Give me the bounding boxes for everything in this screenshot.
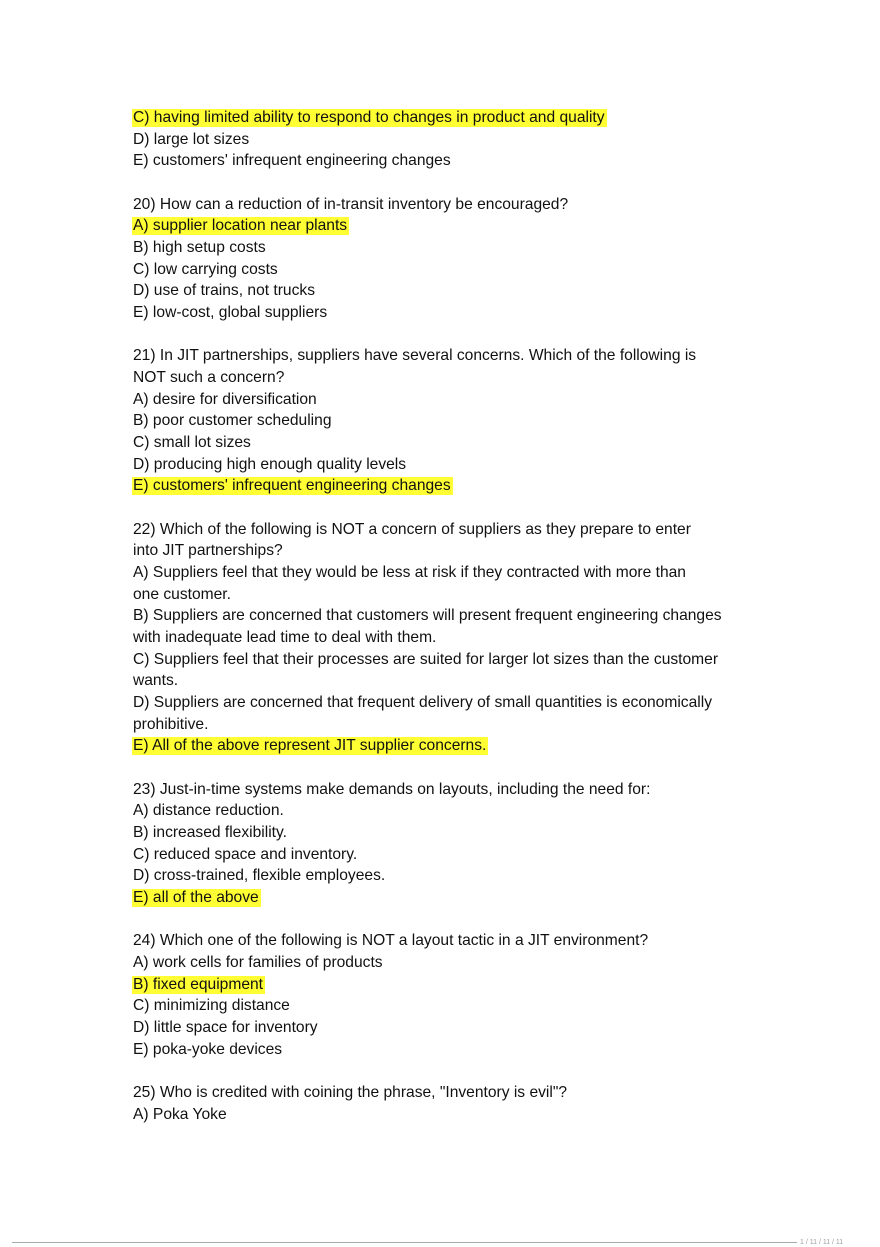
line-text: 21) In JIT partnerships, suppliers have several concerns. Which of the following is xyxy=(133,347,697,365)
highlighted-answer-line xyxy=(133,735,773,757)
text-line xyxy=(133,1104,773,1126)
text-line xyxy=(133,519,773,541)
paragraph-gap xyxy=(133,324,773,346)
line-text: D) Suppliers are concerned that frequent delivery of small quantities is economically xyxy=(133,694,712,711)
text-line xyxy=(133,1082,773,1104)
line-text: with inadequate lead time to deal with them. xyxy=(133,628,437,646)
line-text: A) Poka Yoke xyxy=(133,1105,227,1123)
text-line xyxy=(133,865,773,887)
footer-rule xyxy=(12,1242,797,1243)
line-text: A) work cells for families of products xyxy=(133,953,383,971)
text-line xyxy=(133,540,773,562)
highlighted-answer-line xyxy=(133,107,773,129)
line-text: 25) Who is credited with coining the phrase, "Inventory is evil"? xyxy=(133,1083,568,1101)
line-text: B) high setup costs xyxy=(133,238,266,256)
highlighted-text: B) fixed equipment xyxy=(133,975,264,993)
text-line xyxy=(133,930,773,952)
line-text: A) Suppliers feel that they would be less at risk if they contracted with more than xyxy=(133,563,686,581)
line-text: A) distance reduction. xyxy=(133,802,284,820)
paragraph-gap xyxy=(133,497,773,519)
text-line xyxy=(133,800,773,822)
text-line xyxy=(133,259,773,281)
highlighted-answer-line xyxy=(133,215,773,237)
text-line xyxy=(133,995,773,1017)
text-line xyxy=(133,129,773,151)
highlighted-answer-line xyxy=(133,974,773,996)
text-line xyxy=(133,844,773,866)
paragraph-gap xyxy=(133,757,773,779)
highlighted-text: A) supplier location near plants xyxy=(133,217,348,235)
highlighted-text: C) having limited ability to respond to changes in product and quality xyxy=(133,109,605,126)
text-line xyxy=(133,410,773,432)
paragraph-gap xyxy=(133,172,773,194)
text-line xyxy=(133,692,773,714)
text-line xyxy=(133,367,773,389)
text-line xyxy=(133,670,773,692)
line-text: B) increased flexibility. xyxy=(133,823,287,841)
text-line xyxy=(133,952,773,974)
line-text: B) poor customer scheduling xyxy=(133,412,332,430)
text-line xyxy=(133,649,773,671)
line-text: B) Suppliers are concerned that customers will present frequent engineering changes xyxy=(133,607,722,625)
line-text: 24) Which one of the following is NOT a layout tactic in a JIT environment? xyxy=(133,932,649,950)
line-text: C) low carrying costs xyxy=(133,260,278,278)
text-line xyxy=(133,389,773,411)
line-text: D) cross-trained, flexible employees. xyxy=(133,867,386,885)
highlighted-text: E) All of the above represent JIT supplier concerns. xyxy=(133,737,487,755)
line-text: 20) How can a reduction of in-transit inventory be encouraged? xyxy=(133,195,569,213)
line-text: 22) Which of the following is NOT a concern of suppliers as they prepare to enter xyxy=(133,520,691,538)
line-text: C) small lot sizes xyxy=(133,433,251,451)
line-text: NOT such a concern? xyxy=(133,368,285,386)
document-body xyxy=(133,107,773,1125)
line-text: 23) Just-in-time systems make demands on layouts, including the need for: xyxy=(133,780,651,798)
highlighted-text: E) all of the above xyxy=(133,889,259,906)
line-text: D) little space for inventory xyxy=(133,1018,318,1036)
text-line xyxy=(133,280,773,302)
text-line xyxy=(133,1017,773,1039)
line-text: into JIT partnerships? xyxy=(133,542,283,560)
text-line xyxy=(133,1039,773,1061)
line-text: E) poka-yoke devices xyxy=(133,1040,283,1058)
text-line xyxy=(133,584,773,606)
text-line xyxy=(133,302,773,324)
line-text: D) producing high enough quality levels xyxy=(133,455,407,473)
line-text: C) Suppliers feel that their processes are suited for larger lot sizes than the customer xyxy=(133,650,719,668)
text-line xyxy=(133,237,773,259)
paragraph-gap xyxy=(133,1060,773,1082)
text-line xyxy=(133,562,773,584)
text-line xyxy=(133,194,773,216)
highlighted-text: E) customers' infrequent engineering changes xyxy=(133,477,451,495)
line-text: A) desire for diversification xyxy=(133,390,317,408)
line-text: C) reduced space and inventory. xyxy=(133,845,358,863)
line-text: wants. xyxy=(133,672,179,690)
text-line xyxy=(133,779,773,801)
text-line xyxy=(133,454,773,476)
line-text: E) customers' infrequent engineering changes xyxy=(133,152,451,170)
text-line xyxy=(133,627,773,649)
text-line xyxy=(133,432,773,454)
line-text: D) use of trains, not trucks xyxy=(133,282,315,300)
line-text: D) large lot sizes xyxy=(133,130,250,148)
text-line xyxy=(133,150,773,172)
page-number: 1 / 11 / 11 / 11 xyxy=(800,1239,844,1246)
text-line xyxy=(133,605,773,627)
paragraph-gap xyxy=(133,909,773,931)
highlighted-answer-line xyxy=(133,887,773,909)
line-text: one customer. xyxy=(133,585,231,603)
line-text: C) minimizing distance xyxy=(133,997,290,1015)
text-line xyxy=(133,822,773,844)
text-line xyxy=(133,345,773,367)
line-text: prohibitive. xyxy=(133,715,209,733)
line-text: E) low-cost, global suppliers xyxy=(133,304,328,321)
highlighted-answer-line xyxy=(133,475,773,497)
text-line xyxy=(133,714,773,736)
